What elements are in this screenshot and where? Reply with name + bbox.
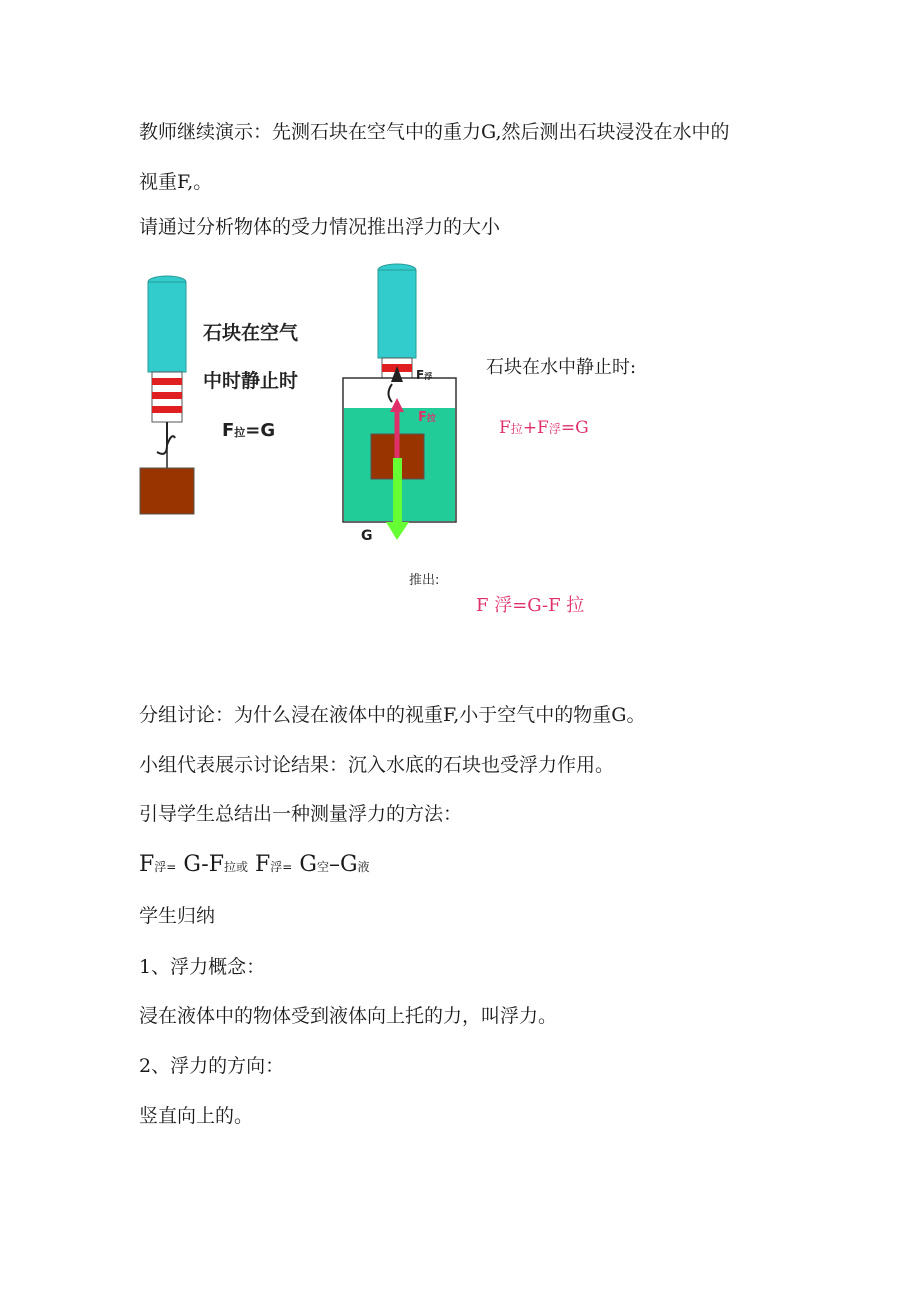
buoyancy-diagram: [0, 0, 920, 640]
scale-stripe: [152, 378, 182, 385]
intro-line-3: 请通过分析物体的受力情况推出浮力的大小: [139, 216, 501, 238]
scale-stripe: [152, 406, 182, 413]
deduce-label: 推出:: [409, 573, 440, 588]
summary-item2-title: 2、浮力的方向：: [139, 1055, 285, 1077]
summary-item1-body: 浸在液体中的物体受到液体向上托的力，叫浮力。: [139, 1005, 558, 1027]
measure-formula: F浮= G-F拉或 F浮= G空–G液: [139, 852, 370, 877]
scale-body: [378, 270, 416, 358]
discussion-line-1: 分组讨论：为什么浸在液体中的视重F,小于空气中的物重G。: [139, 704, 646, 726]
hook-icon: [157, 422, 175, 454]
summary-title: 学生归纳: [139, 905, 216, 927]
stone-block: [140, 468, 194, 514]
summary-item1-title: 1、浮力概念：: [139, 956, 266, 978]
scale-in-water: [343, 264, 456, 540]
intro-line-1: 教师继续演示：先测石块在空气中的重力G,然后测出石块浸没在水中的: [139, 121, 730, 143]
discussion-line-2: 小组代表展示讨论结果：沉入水底的石块也受浮力作用。: [139, 754, 615, 776]
scale-body: [148, 282, 186, 372]
air-label-1: 石块在空气: [203, 322, 299, 344]
air-equation: F拉=G: [222, 420, 276, 441]
summary-item2-body: 竖直向上的。: [139, 1105, 254, 1127]
water-equation: F拉+F浮=G: [499, 418, 589, 438]
discussion-line-3: 引导学生总结出一种测量浮力的方法：: [139, 803, 463, 825]
scale-in-air: [140, 276, 194, 514]
deduce-equation: F 浮=G-F 拉: [476, 595, 585, 616]
air-label-2: 中时静止时: [203, 370, 299, 392]
pull-force-label: F拉: [418, 410, 436, 425]
intro-line-2: 视重F,。: [139, 171, 213, 193]
gravity-label: G: [361, 528, 373, 544]
gravity-arrow: [393, 458, 402, 524]
scale-stripe: [152, 392, 182, 399]
buoyancy-label: F浮: [416, 368, 433, 382]
water-title: 石块在水中静止时:: [486, 357, 637, 378]
